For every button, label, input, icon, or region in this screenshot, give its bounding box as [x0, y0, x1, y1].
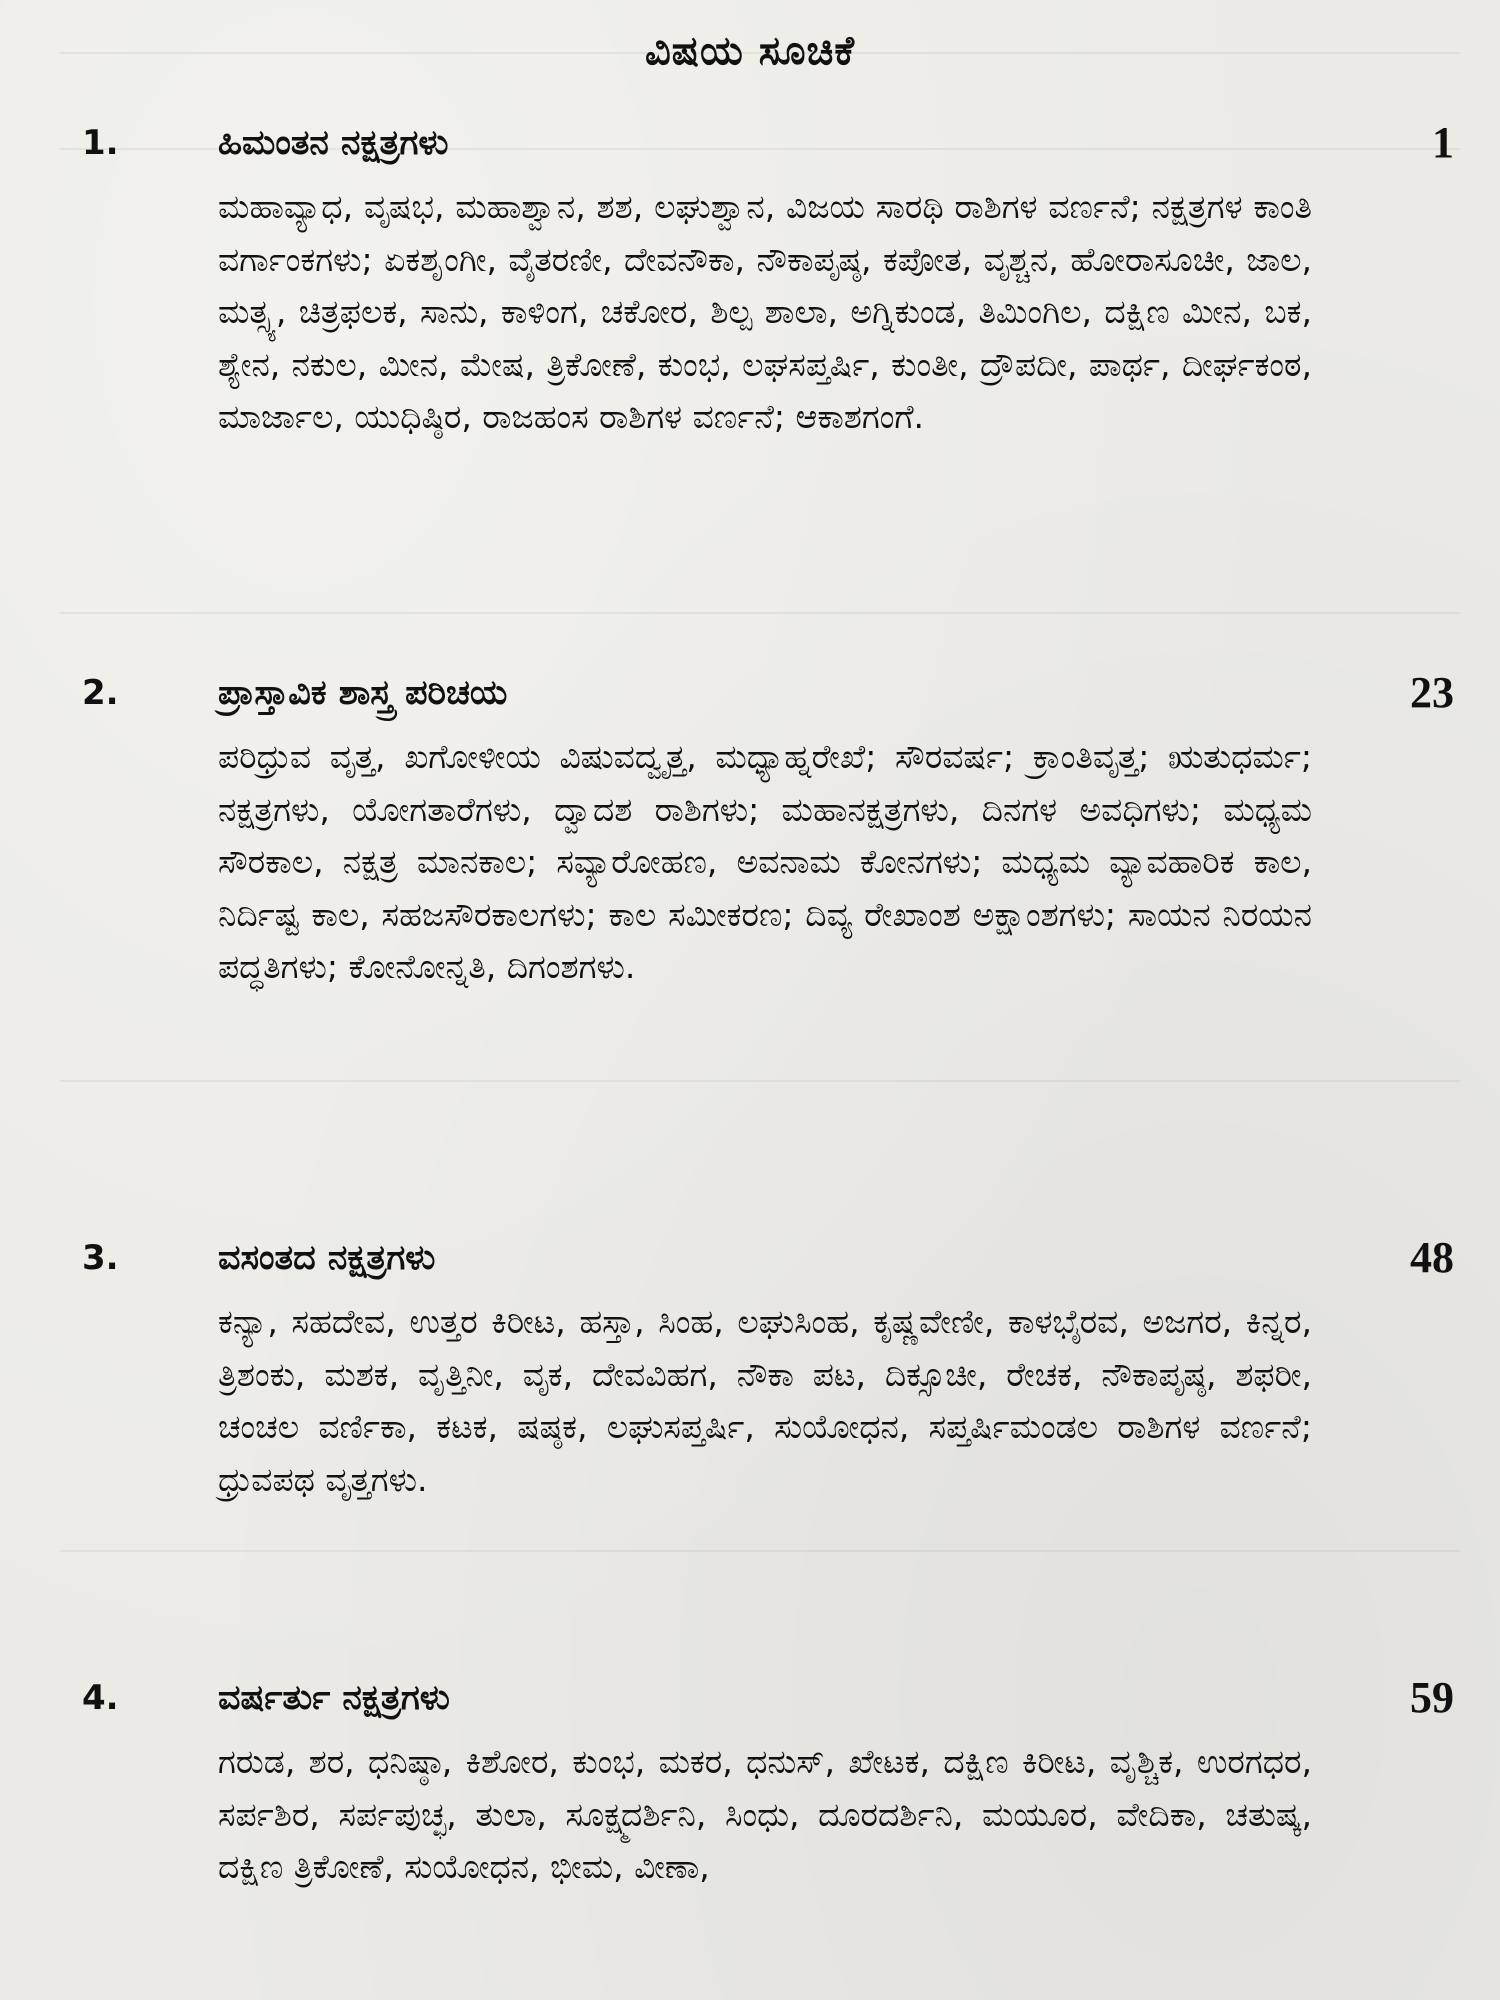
section-topics: ಪರಿಧ್ರುವ ವೃತ್ತ, ಖಗೋಳೀಯ ವಿಷುವದ್ವೃತ್ತ, ಮಧ್ಯಾಹ್ನರೇಖೆ; ಸೌರವರ್ಷ; ಕ್ರಾಂತಿವೃತ್ತ; ಋತುಧರ್ಮ; ನಕ್ಷತ್ರಗಳು, ಯೋಗತಾರೆಗಳು, ದ್ವಾದಶ ರಾಶಿಗಳು; ಮಹಾನಕ್ಷತ್ರಗಳು, ದಿನಗಳ ಅವಧಿಗಳು; ಮಧ್ಯಮ ಸೌರಕಾಲ, ನಕ್ಷತ್ರ ಮಾನಕಾಲ; ಸವ್ಯಾರೋಹಣ, ಅವನಾಮ ಕೋನಗಳು; ಮಧ್ಯಮ ವ್ಯಾವಹಾರಿಕ ಕಾಲ, ನಿರ್ದಿಷ್ಟ ಕಾಲ, ಸಹಜಸೌರಕಾಲಗಳು; ಕಾಲ ಸಮೀಕರಣ; ದಿವ್ಯ ರೇಖಾಂಶ ಅಕ್ಷಾಂಶಗಳು; ಸಾಯನ ನಿರಯನ ಪದ್ಧತಿಗಳು; ಕೋನೋನ್ನತಿ, ದಿಗಂಶಗಳು.: [218, 737, 1312, 986]
bleed-through-line: [60, 1550, 1460, 1552]
section-page-number: 1: [1432, 118, 1454, 167]
section-topics: ಮಹಾವ್ಯಾಧ, ವೃಷಭ, ಮಹಾಶ್ವಾನ, ಶಶ, ಲಘುಶ್ವಾನ, ವಿಜಯ ಸಾರಥಿ ರಾಶಿಗಳ ವರ್ಣನೆ; ನಕ್ಷತ್ರಗಳ ಕಾಂತಿ ವರ್ಗಾಂಕಗಳು; ಏಕಶೃಂಗೀ, ವೈತರಣೀ, ದೇವನೌಕಾ, ನೌಕಾಪೃಷ್ಠ, ಕಪೋತ, ವೃಶ್ಚನ, ಹೋರಾಸೂಚೀ, ಜಾಲ, ಮತ್ಸ್ಯ, ಚಿತ್ರಫಲಕ, ಸಾನು, ಕಾಳಿಂಗ, ಚಕೋರ, ಶಿಲ್ಪ ಶಾಲಾ, ಅಗ್ನಿಕುಂಡ, ತಿಮಿಂಗಿಲ, ದಕ್ಷಿಣ ಮೀನ, ಬಕ, ಶ್ಯೇನ, ನಕುಲ, ಮೀನ, ಮೇಷ, ತ್ರಿಕೋಣೆ, ಕುಂಭ, ಲಘಸಪ್ತರ್ಷಿ, ಕುಂತೀ, ದ್ರೌಪದೀ, ಪಾರ್ಥ, ದೀರ್ಘಕಂಠ, ಮಾರ್ಜಾಲ, ಯುಧಿಷ್ಠಿರ, ರಾಜಹಂಸ ರಾಶಿಗಳ ವರ್ಣನೆ; ಆಕಾಶಗಂಗೆ.: [218, 187, 1312, 436]
page-title: ವಿಷಯ ಸೂಚಿಕೆ: [644, 28, 855, 74]
toc-section: [0, 118, 1500, 436]
section-page-number: 59: [1410, 1673, 1454, 1722]
section-title: ವರ್ಷರ್ತು ನಕ್ಷತ್ರಗಳು: [218, 1678, 450, 1718]
toc-section: [0, 668, 1500, 986]
section-number: 2.: [82, 673, 119, 713]
section-number: 1.: [82, 123, 119, 163]
section-title: ವಸಂತದ ನಕ್ಷತ್ರಗಳು: [218, 1238, 436, 1278]
section-title: ಪ್ರಾಸ್ತಾವಿಕ ಶಾಸ್ತ್ರ ಪರಿಚಯ: [218, 673, 508, 713]
section-header: [0, 118, 1500, 183]
section-title: ಹಿಮಂತನ ನಕ್ಷತ್ರಗಳು: [218, 123, 449, 163]
bleed-through-line: [60, 1080, 1460, 1082]
section-header: [0, 1673, 1500, 1738]
toc-section: [0, 1673, 1500, 1886]
section-header: [0, 1233, 1500, 1298]
toc-section: [0, 1233, 1500, 1499]
section-topics: ಕನ್ಯಾ, ಸಹದೇವ, ಉತ್ತರ ಕಿರೀಟ, ಹಸ್ತಾ, ಸಿಂಹ, ಲಘುಸಿಂಹ, ಕೃಷ್ಣವೇಣೀ, ಕಾಳಭೈರವ, ಅಜಗರ, ಕಿನ್ನರ, ತ್ರಿಶಂಕು, ಮಶಕ, ವೃತ್ತಿನೀ, ವೃಕ, ದೇವವಿಹಗ, ನೌಕಾ ಪಟ, ದಿಕ್ಸೂಚೀ, ರೇಚಕ, ನೌಕಾಪೃಷ್ಠ, ಶಫರೀ, ಚಂಚಲ ವರ್ಣಿಕಾ, ಕಟಕ, ಷಷ್ಠಕ, ಲಘುಸಪ್ತರ್ಷಿ, ಸುಯೋಧನ, ಸಪ್ತರ್ಷಿಮಂಡಲ ರಾಶಿಗಳ ವರ್ಣನೆ; ಧ್ರುವಪಥ ವೃತ್ತಗಳು.: [218, 1302, 1312, 1499]
bleed-through-line: [60, 612, 1460, 614]
section-header: [0, 668, 1500, 733]
section-page-number: 48: [1410, 1233, 1454, 1282]
section-page-number: 23: [1410, 668, 1454, 717]
section-topics: ಗರುಡ, ಶರ, ಧನಿಷ್ಠಾ, ಕಿಶೋರ, ಕುಂಭ, ಮಕರ, ಧನುಸ್, ಖೇಟಕ, ದಕ್ಷಿಣ ಕಿರೀಟ, ವೃಶ್ಚಿಕ, ಉರಗಧರ, ಸರ್ಪಶಿರ, ಸರ್ಪಪುಚ್ಛ, ತುಲಾ, ಸೂಕ್ಷ್ಮದರ್ಶಿನಿ, ಸಿಂಧು, ದೂರದರ್ಶಿನಿ, ಮಯೂರ, ವೇದಿಕಾ, ಚತುಷ್ಕ, ದಕ್ಷಿಣ ತ್ರಿಕೋಣೆ, ಸುಯೋಧನ, ಭೀಮ, ವೀಣಾ,: [218, 1742, 1312, 1886]
section-number: 3.: [82, 1238, 119, 1278]
section-number: 4.: [82, 1678, 119, 1718]
